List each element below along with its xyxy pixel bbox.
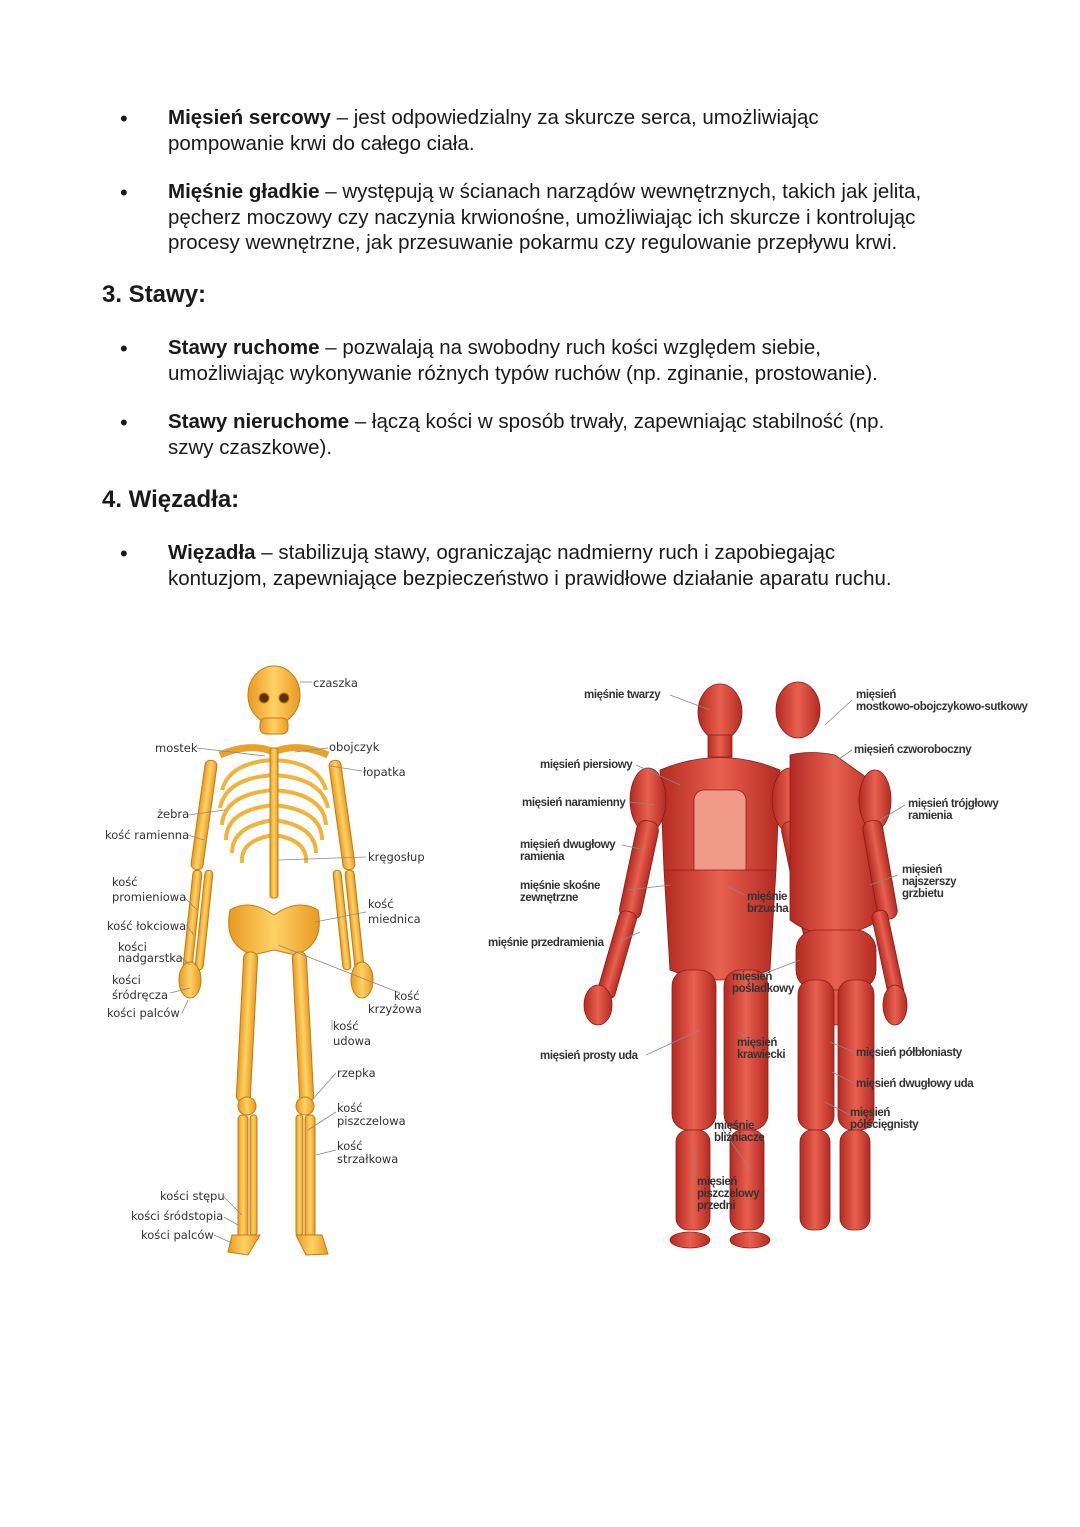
ligaments-heading: 4. Więzadła: (102, 486, 240, 513)
skeleton-figure (100, 660, 460, 1260)
list-item-smooth-muscle: Mięśnie gładkie – występują w ścianach narządów wewnętrznych, takich jak jelita, pęcherz moczowy czy naczynia krwionośne, umożliwiając ich skurcze i kontrolując procesy wewnętrzne, jak przesuwanie pokarmu czy regulowanie przepływu krwi. (168, 180, 922, 254)
label-krzyzowa-1: kość (394, 989, 420, 1003)
bullet-icon: • (120, 180, 128, 205)
label-kosci-palcow-reki: kości palców (107, 1006, 180, 1020)
label-kosc-ramienna: kość ramienna (105, 828, 190, 842)
label-mostkowo-1: mięsień (856, 689, 897, 701)
label-posladkowy-1: mięsień (732, 971, 773, 983)
label-prosty-uda: mięsień prosty uda (540, 1050, 638, 1062)
label-piszczelowa-1: kość (337, 1101, 363, 1115)
skeleton-drawing (179, 666, 373, 1255)
label-miesnie-twarzy: mięśnie twarzy (584, 689, 661, 701)
label-srodrecza-1: kości (112, 973, 141, 987)
label-dwuglowy-1: mięsień dwugłowy (520, 839, 616, 851)
label-nadgarstka-1: kości (118, 940, 147, 954)
label-skosne-1: mięśnie skośne (520, 880, 601, 892)
label-udowa-1: kość (333, 1019, 359, 1033)
label-najszerszy-2: najszerszy (902, 876, 957, 888)
label-czaszka: czaszka (313, 676, 358, 690)
label-piszczelowy-3: przedni (697, 1200, 736, 1212)
label-miesien-piersiowy: mięsień piersiowy (540, 759, 633, 771)
label-udowa-2: udowa (333, 1034, 372, 1048)
label-czworoboczny: mięsień czworoboczny (854, 744, 972, 756)
label-krawiecki-1: mięsień (737, 1037, 778, 1049)
label-polscięgnisty-1: mięsień (850, 1107, 891, 1119)
label-polscięgnisty-2: półścięgnisty (850, 1119, 919, 1131)
label-mostek: mostek (155, 741, 198, 755)
label-rzepka: rzepka (337, 1066, 376, 1080)
label-kosc-promieniowa-2: promieniowa (112, 890, 187, 904)
list-item-heart-muscle: Mięsień sercowy – jest odpowiedzialny za skurcze serca, umożliwiając pompowanie krwi do całego ciała. (168, 106, 819, 155)
label-najszerszy-1: mięsień (902, 864, 943, 876)
label-kosci-stepu: kości stępu (160, 1189, 225, 1203)
label-posladkowy-2: pośladkowy (732, 983, 794, 995)
bullet-icon: • (120, 541, 128, 566)
bullet-icon: • (120, 336, 128, 361)
label-krzyzowa-2: krzyżowa (368, 1002, 422, 1016)
label-kosc-lokciowa: kość łokciowa (107, 919, 187, 933)
label-nadgarstka-2: nadgarstka (118, 951, 183, 965)
label-dwuglowy-uda: mięsień dwugłowy uda (856, 1078, 974, 1090)
label-miednica-1: kość (368, 897, 394, 911)
list-item-immovable-joints: Stawy nieruchome – łączą kości w sposób trwały, zapewniając stabilność (np. szwy czaszkowe). (168, 410, 885, 459)
label-strzalkowa-1: kość (337, 1139, 363, 1153)
label-mostkowo-2: mostkowo-obojczykowo-sutkowy (856, 701, 1028, 713)
label-kosci-palcow-stopy: kości palców (141, 1228, 214, 1242)
label-piszczelowy-1: mięsień (697, 1176, 738, 1188)
bullet-icon: • (120, 410, 128, 435)
label-obojczyk: obojczyk (329, 740, 380, 754)
label-kosc-promieniowa-1: kość (112, 875, 138, 889)
label-kregoslup: kręgosłup (368, 850, 425, 864)
label-strzalkowa-2: strzałkowa (337, 1152, 399, 1166)
label-krawiecki-2: krawiecki (737, 1049, 786, 1061)
label-brzucha-2: brzucha (747, 903, 789, 915)
label-brzucha-1: mięśnie (747, 891, 788, 903)
label-lopatka: łopatka (363, 765, 406, 779)
label-kosci-srodstopia: kości śródstopia (131, 1209, 224, 1223)
muscle-back-drawing (776, 682, 907, 1230)
label-skosne-2: zewnętrzne (520, 892, 578, 904)
list-item-ligaments: Więzadła – stabilizują stawy, ograniczając nadmierny ruch i zapobiegając kontuzjom, zapewniające bezpieczeństwo i prawidłowe działanie aparatu ruchu. (168, 541, 892, 590)
bullet-icon: • (120, 106, 128, 131)
label-miednica-2: miednica (368, 912, 421, 926)
label-piszczelowy-2: piszczelowy (697, 1188, 760, 1200)
label-trojglowy-1: mięsień trójgłowy (908, 798, 999, 810)
list-item-movable-joints: Stawy ruchome – pozwalają na swobodny ruch kości względem siebie, umożliwiając wykonywanie różnych typów ruchów (np. zginanie, prostowanie). (168, 336, 878, 385)
label-dwuglowy-2: ramienia (520, 851, 565, 863)
label-polbloniasty: mięsień półbłoniasty (856, 1047, 962, 1059)
label-miesien-naramienny: mięsień naramienny (522, 797, 626, 809)
label-trojglowy-2: ramienia (908, 810, 953, 822)
muscle-figure (480, 670, 1050, 1260)
label-blizniacze-2: bliźniacze (714, 1132, 765, 1144)
label-blizniacze-1: mięśnie (714, 1120, 755, 1132)
label-piszczelowa-2: piszczelowa (337, 1114, 406, 1128)
joints-heading: 3. Stawy: (102, 281, 207, 308)
label-najszerszy-3: grzbietu (902, 888, 944, 900)
label-zebra: żebra (157, 807, 190, 821)
label-srodrecza-2: śródręcza (112, 988, 169, 1002)
label-przedramienia: mięśnie przedramienia (488, 937, 604, 949)
